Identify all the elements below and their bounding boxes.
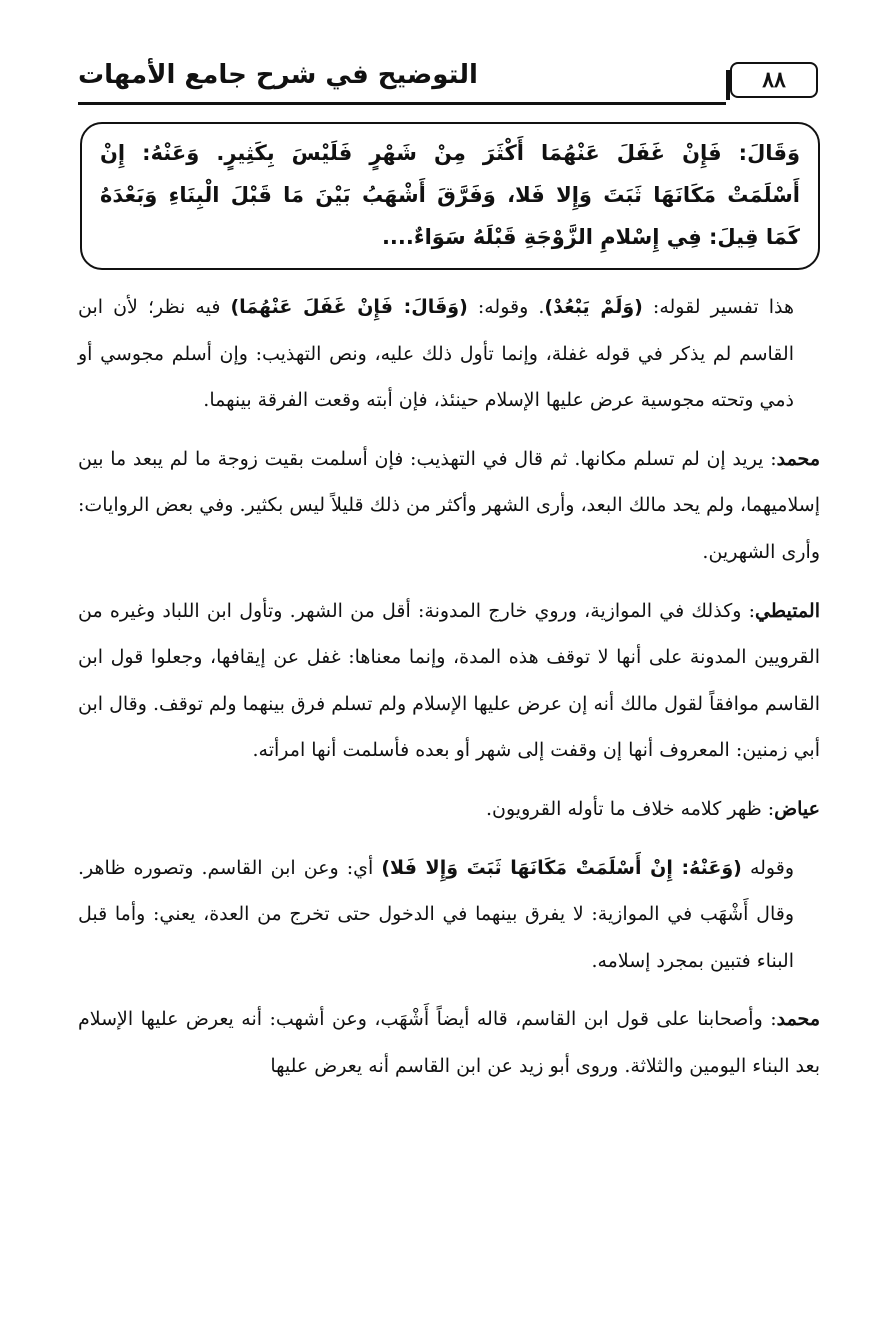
paragraph-text: فيه نظر؛ لأن ابن القاسم لم يذكر في قوله غفلة، وإنما تأول ذلك عليه، ونص التهذيب: وإن أسلم مجوسي أو ذمي وتحته مجوسية عرض عليها الإسلام حينئذ، فإن أبته وقعت الفرقة بينهما. [78,296,794,412]
matn-quote: (وَعَنْهُ: إِنْ أَسْلَمَتْ مَكَانَهَا ثَبَتَ وَإِلا فَلا) [381,856,742,879]
paragraph-text: : يريد إن لم تسلم مكانها. ثم قال في التهذيب: فإن أسلمت بقيت زوجة ما لم يبعد ما بين إسلاميهما، ولم يحد مالك البعد، وأرى الشهر وأكثر من ذلك قليلاً ليس بكثير. وفي بعض الروايات: وأرى الشهرين. [78,447,820,563]
matn-line: كَمَا قِيلَ: فِي إِسْلامِ الزَّوْجَةِ قَبْلَهُ سَوَاءٌ.... [381,225,800,249]
header-rule [78,102,726,105]
running-title: التوضيح في شرح جامع الأمهات [78,60,478,90]
speaker-name: عياض [774,797,820,820]
paragraph-text: أي: وعن ابن القاسم. وتصوره ظاهر. وقال أَشْهَب في الموازية: لا يفرق بينهما في الدخول حتى تخرج من العدة، يعني: وأما قبل البناء فتبين بمجرد إسلامه. [78,856,794,972]
matn-quote: (وَلَمْ يَبْعُدْ) [544,296,643,318]
page-header [78,58,818,108]
matn-quote: (وَقَالَ: فَإِنْ غَفَلَ عَنْهُمَا) [230,296,468,318]
paragraph [78,845,820,985]
speaker-name: محمد [776,1008,820,1031]
paragraph-text: هذا تفسير لقوله: [642,296,794,318]
paragraph [78,996,820,1089]
commentary-body [78,284,820,1102]
matn-line: أَسْلَمَتْ مَكَانَهَا ثَبَتَ وَإِلا فَلا، وَفَرَّقَ أَشْهَبُ بَيْنَ مَا قَبْلَ الْبِنَاءِ وَبَعْدَهُ [100,183,800,207]
paragraph-text: : وكذلك في الموازية، وروي خارج المدونة: أقل من الشهر. وتأول ابن اللباد وغيره من القرويين المدونة على أنها لا توقف هذه المدة، وإنما معناها: غفل عن إيقافها، وجعلوا قول ابن القاسم موافقاً لقول مالك أنه إن عرض عليها الإسلام ولم تسلم فرق بينهما ولم توقف. وقال ابن أبي زمنين: المعروف أنها إن وقفت إلى شهر أو بعده فأسلمت أنها امرأته. [78,599,820,762]
paragraph [78,436,820,576]
paragraph-text: . وقوله: [467,296,545,318]
matn-box [80,122,820,270]
speaker-name: محمد [776,447,820,470]
matn-line: وَقَالَ: فَإِنْ غَفَلَ عَنْهُمَا أَكْثَرَ مِنْ شَهْرٍ فَلَيْسَ بِكَثِيرٍ. وَعَنْهُ: إِنْ [100,141,800,165]
paragraph [78,588,820,774]
speaker-name: المتيطي [755,599,820,622]
paragraph [78,786,820,833]
page-number: ٨٨ [730,62,818,98]
paragraph-text: : ظهر كلامه خلاف ما تأوله القرويون. [486,797,775,820]
paragraph-text: وقوله [741,856,794,879]
paragraph-text: : وأصحابنا على قول ابن القاسم، قاله أيضاً أَشْهَب، وعن أشهب: أنه يعرض عليها الإسلام بعد البناء اليومين والثلاثة. وروى أبو زيد عن ابن القاسم أنه يعرض عليها [78,1008,820,1077]
paragraph [78,284,820,424]
